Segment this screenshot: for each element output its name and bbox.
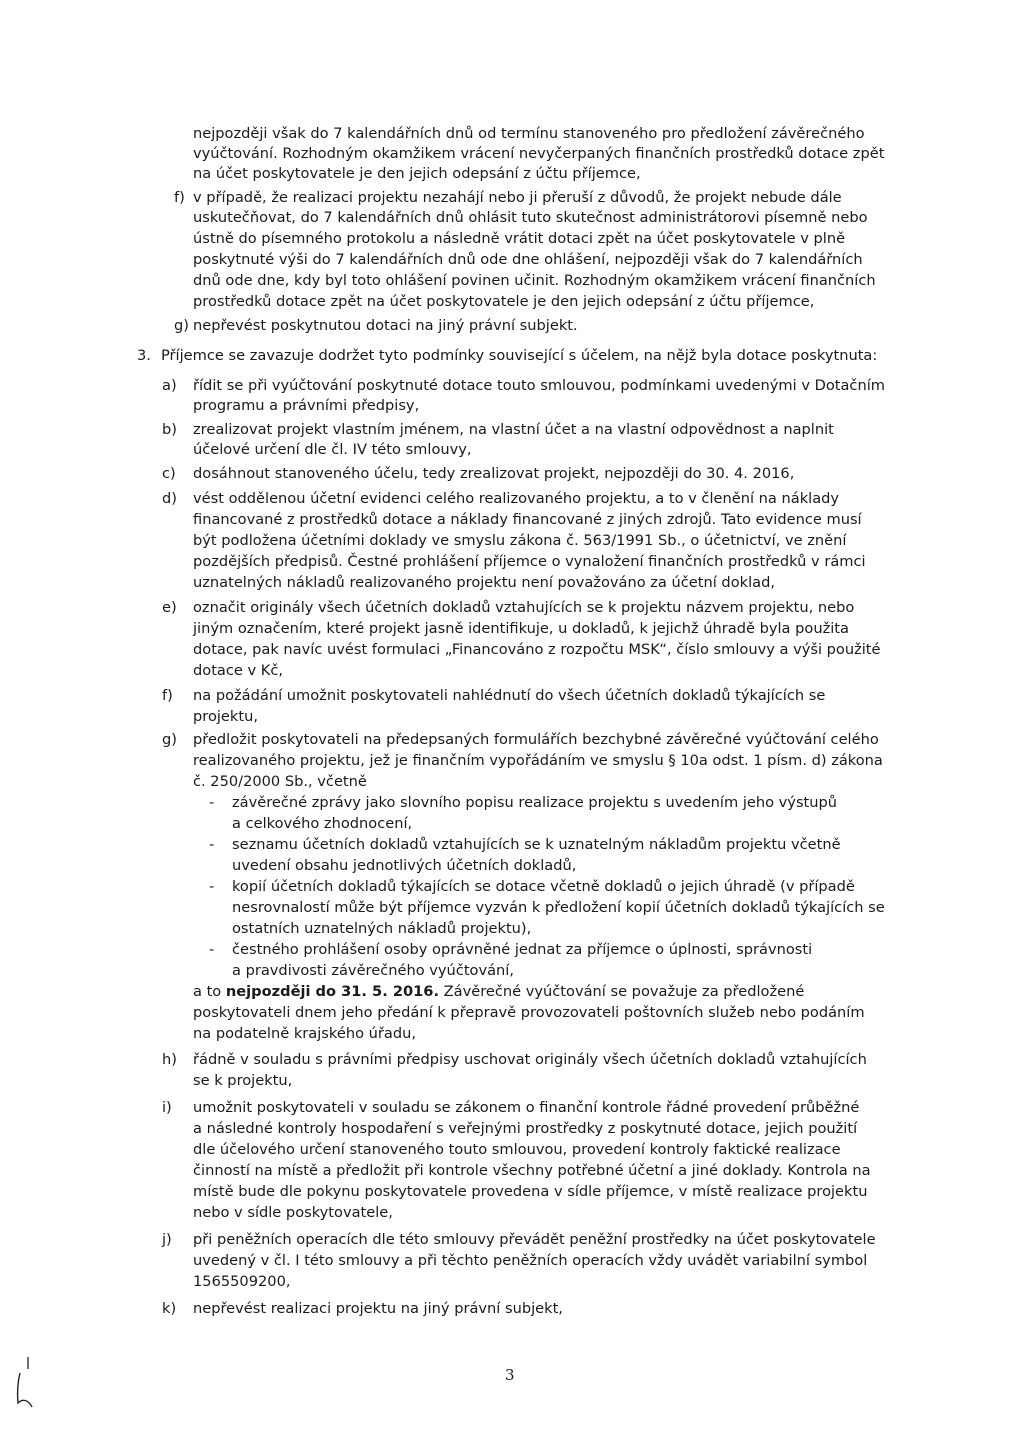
text-line: dotace, pak navíc uvést formulaci „Financováno z rozpočtu MSK“, číslo smlouvy a výši použité	[193, 641, 881, 658]
text-line: a následné kontroly hospodaření s veřejnými prostředky z poskytnuté dotace, jejich použití	[193, 1120, 858, 1137]
text-line: nesrovnalostí může být příjemce vyzván k předložení kopií účetních dokladů týkajících se	[232, 899, 885, 916]
text-line: uskutečňovat, do 7 kalendářních dnů ohlásit tuto skutečnost administrátorovi písemně nebo	[193, 209, 868, 226]
text-line: být podložena účetními doklady ve smyslu zákona č. 563/1991 Sb., o účetnictví, ve znění	[193, 532, 847, 549]
text-line: pozdějších předpisů. Čestné prohlášení příjemce o vynaložení finančních prostředků v rámci	[193, 553, 866, 570]
handwritten-initials-icon	[8, 1355, 48, 1415]
list-marker-f: f)	[162, 687, 173, 704]
deadline-line	[193, 982, 804, 1002]
text-line: nebo v sídle poskytovatele,	[193, 1204, 393, 1221]
text-line: v případě, že realizaci projektu nezahájí nebo ji přeruší z důvodů, že projekt nebude dále	[193, 189, 842, 206]
list-marker-f: f)	[174, 189, 185, 206]
text-line: místě bude dle pokynu poskytovatele provedena v sídle příjemce, v místě realizace projektu	[193, 1183, 868, 1200]
deadline-prefix: a to	[193, 983, 226, 1000]
deadline-date: nejpozději do 31. 5. 2016.	[225, 983, 439, 1000]
text-line: řádně v souladu s právními předpisy uschovat originály všech účetních dokladů vztahujících	[193, 1051, 867, 1068]
text-line: činností na místě a předložit při kontrole všechny potřebné účetní a jiné doklady. Kontrola na	[193, 1162, 871, 1179]
deadline-rest: Závěrečné vyúčtování se považuje za předložené	[439, 983, 805, 1000]
text-line: se k projektu,	[193, 1072, 293, 1089]
text-line: 1565509200,	[193, 1273, 291, 1290]
text-line: nepřevést poskytnutou dotaci na jiný právní subjekt.	[193, 317, 578, 334]
text-line: předložit poskytovateli na předepsaných formulářích bezchybné závěrečné vyúčtování celého	[193, 731, 879, 748]
list-marker-d: d)	[162, 490, 177, 507]
text-line: a pravdivosti závěrečného vyúčtování,	[232, 962, 514, 979]
text-line: č. 250/2000 Sb., včetně	[193, 773, 367, 790]
text-line: dle účelového určení stanoveného touto smlouvou, provedení kontroly faktické realizace	[193, 1141, 841, 1158]
text-line: řídit se při vyúčtování poskytnuté dotace touto smlouvou, podmínkami uvedenými v Dotačním	[193, 377, 885, 394]
text-line: nepřevést realizaci projektu na jiný právní subjekt,	[193, 1300, 563, 1317]
text-line: umožnit poskytovateli v souladu se zákonem o finanční kontrole řádné provedení průběžné	[193, 1099, 860, 1116]
bullet-dash: -	[209, 941, 215, 958]
text-line: seznamu účetních dokladů vztahujících se k uznatelným nákladům projektu včetně	[232, 836, 841, 853]
text-line: prostředků dotace zpět na účet poskytovatele je den jejich odepsání z účtu příjemce,	[193, 293, 815, 310]
text-line: dotace v Kč,	[193, 662, 284, 679]
section-intro: Příjemce se zavazuje dodržet tyto podmínky související s účelem, na nějž byla dotace poskytnuta:	[161, 347, 878, 364]
list-marker-g: g)	[162, 731, 177, 748]
text-line: na požádání umožnit poskytovateli nahlédnutí do všech účetních dokladů týkajících se	[193, 687, 826, 704]
section-number: 3.	[137, 347, 151, 364]
bullet-dash: -	[209, 878, 215, 895]
text-line: uvedení obsahu jednotlivých účetních dokladů,	[232, 857, 577, 874]
text-line: čestného prohlášení osoby oprávněné jednat za příjemce o úplnosti, správnosti	[232, 941, 813, 958]
text-line: na podatelně krajského úřadu,	[193, 1025, 416, 1042]
list-marker-b: b)	[162, 421, 177, 438]
list-marker-g: g)	[174, 317, 189, 334]
text-line: na účet poskytovatele je den jejich odepsání z účtu příjemce,	[193, 165, 641, 182]
list-marker-j: j)	[162, 1231, 172, 1248]
text-line: ostatních uznatelných nákladů projektu),	[232, 920, 532, 937]
text-line: realizovaného projektu, jež je finančním vypořádáním ve smyslu § 10a odst. 1 písm. d) zákona	[193, 752, 883, 769]
text-line: při peněžních operacích dle této smlouvy převádět peněžní prostředky na účet poskytovatele	[193, 1231, 876, 1248]
list-marker-e: e)	[162, 599, 177, 616]
text-line: programu a právními předpisy,	[193, 397, 420, 414]
text-line: a celkového zhodnocení,	[232, 815, 413, 832]
text-line: vyúčtování. Rozhodným okamžikem vrácení nevyčerpaných finančních prostředků dotace zpět	[193, 145, 885, 162]
text-line: ústně do písemného protokolu a následně vrátit dotaci zpět na účet poskytovatele v plně	[193, 230, 846, 247]
bullet-dash: -	[209, 794, 215, 811]
text-line: uvedený v čl. I této smlouvy a při těchto peněžních operacích vždy uvádět variabilní symbol	[193, 1252, 868, 1269]
text-line: vést oddělenou účetní evidenci celého realizovaného projektu, a to v členění na náklady	[193, 490, 840, 507]
text-line: označit originály všech účetních dokladů vztahujících se k projektu názvem projektu, nebo	[193, 599, 855, 616]
text-line: poskytovateli dnem jeho předání k přepravě provozovateli poštovních služeb nebo podáním	[193, 1004, 865, 1021]
bullet-dash: -	[209, 836, 215, 853]
text-line: zrealizovat projekt vlastním jménem, na vlastní účet a na vlastní odpovědnost a naplnit	[193, 421, 834, 438]
text-line: uznatelných nákladů realizovaného projektu není považováno za účetní doklad,	[193, 574, 775, 591]
text-line: poskytnuté výši do 7 kalendářních dnů ode dne ohlášení, nejpozději však do 7 kalendářních	[193, 251, 863, 268]
list-marker-h: h)	[162, 1051, 177, 1068]
text-line: kopií účetních dokladů týkajících se dotace včetně dokladů o jejich úhradě (v případě	[232, 878, 855, 895]
text-line: financované z prostředků dotace a náklady financované z jiných zdrojů. Tato evidence musí	[193, 511, 862, 528]
text-line: projektu,	[193, 708, 258, 725]
page-number: 3	[505, 1366, 515, 1384]
text-line: dnů ode dne, kdy byl toto ohlášení povinen učinit. Rozhodným okamžikem vrácení finančních	[193, 272, 876, 289]
text-line: dosáhnout stanoveného účelu, tedy zrealizovat projekt, nejpozději do 30. 4. 2016,	[193, 465, 795, 482]
text-line: jiným označením, které projekt jasně identifikuje, u dokladů, k jejichž úhradě byla použita	[193, 620, 849, 637]
text-line: nejpozději však do 7 kalendářních dnů od termínu stanoveného pro předložení závěrečného	[193, 125, 865, 142]
list-marker-c: c)	[162, 465, 176, 482]
text-line: účelové určení dle čl. IV této smlouvy,	[193, 441, 472, 458]
list-marker-i: i)	[162, 1099, 172, 1116]
text-line: závěrečné zprávy jako slovního popisu realizace projektu s uvedením jeho výstupů	[232, 794, 838, 811]
list-marker-a: a)	[162, 377, 177, 394]
list-marker-k: k)	[162, 1300, 177, 1317]
